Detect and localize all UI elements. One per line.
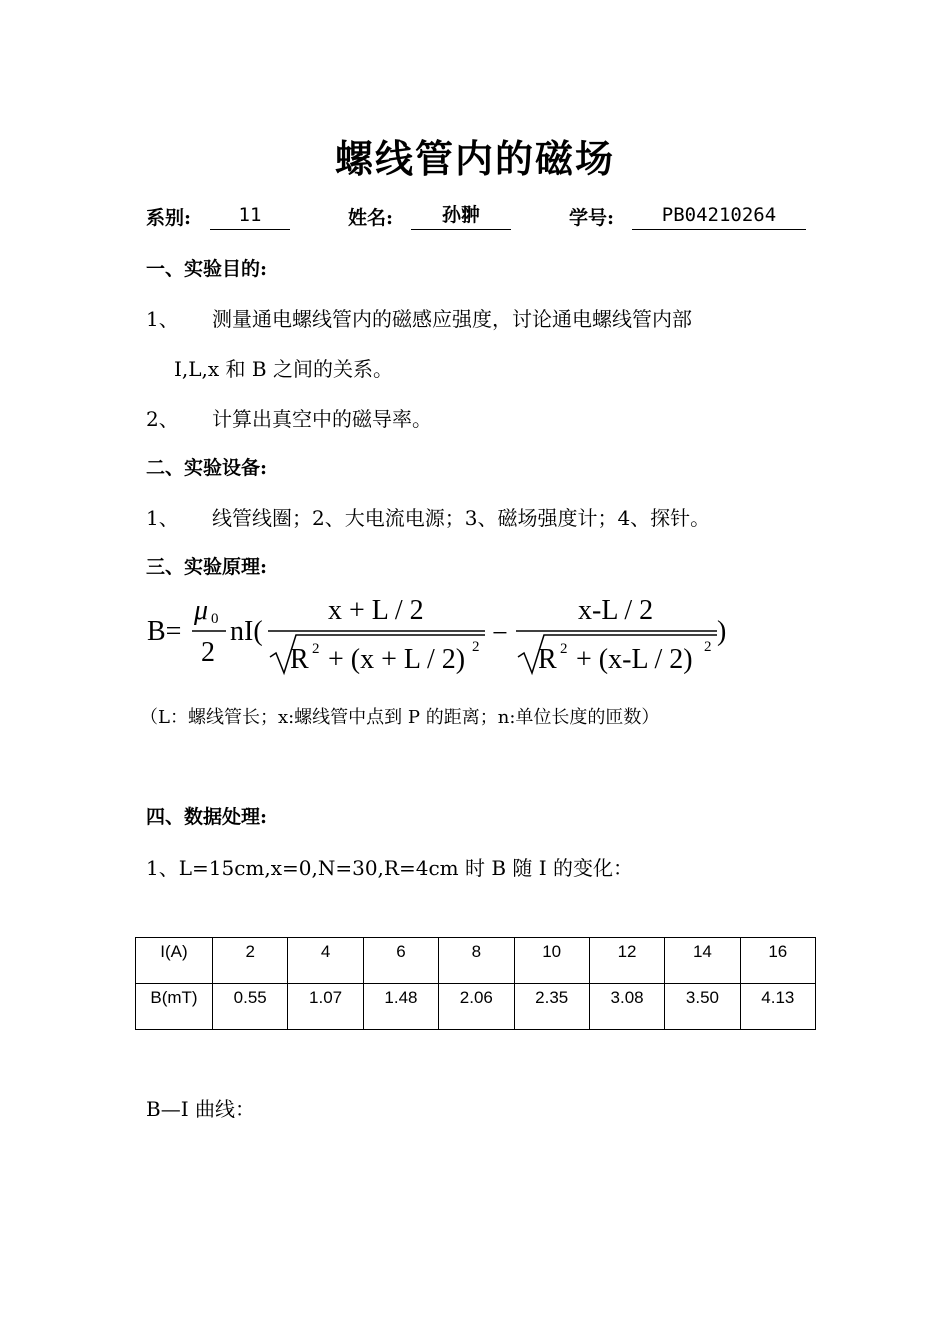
section2-item-num: 1、 <box>146 506 179 530</box>
table-cell: 6 <box>363 938 438 984</box>
formula-lhs: B= <box>147 616 182 647</box>
formula-den1-r: R <box>290 644 309 675</box>
section3-heading: 三、实验原理: <box>146 556 268 578</box>
section4-sub1: 1、L=15cm,x=0,N=30,R=4cm 时 B 随 I 的变化： <box>146 856 634 880</box>
table-cell: 1.48 <box>363 984 438 1030</box>
table-row <box>136 984 816 1030</box>
formula-den2-mid: + (x-L / 2) <box>576 644 693 675</box>
formula <box>140 585 740 685</box>
formula-num1: x + L / 2 <box>328 595 424 626</box>
formula-note: （L：螺线管长；x:螺线管中点到 P 的距离；n:单位长度的匝数） <box>140 707 660 728</box>
id-label: 学号: <box>569 207 615 229</box>
table-cell: 3.50 <box>665 984 740 1030</box>
formula-two: 2 <box>201 637 215 668</box>
formula-mu-sub: 0 <box>211 611 219 627</box>
table-row <box>136 938 816 984</box>
table-cell: 16 <box>740 938 815 984</box>
row-label-field: B(mT) <box>136 984 213 1030</box>
formula-close: ) <box>717 616 727 647</box>
formula-den2-r: R <box>538 644 557 675</box>
section2-heading: 二、实验设备: <box>146 457 268 479</box>
data-table <box>135 937 816 1030</box>
row-label-current: I(A) <box>136 938 213 984</box>
table-cell: 1.07 <box>288 984 363 1030</box>
section1-item1-text: 测量通电螺线管内的磁感应强度，讨论通电螺线管内部 <box>212 307 692 331</box>
dept-label: 系别: <box>146 207 192 229</box>
section4-heading: 四、数据处理: <box>146 806 268 828</box>
formula-den2-sq2: 2 <box>704 639 712 655</box>
section1-item1-num: 1、 <box>146 307 179 331</box>
dept-value: 11 <box>210 203 290 230</box>
table-cell: 4 <box>288 938 363 984</box>
formula-mu: μ <box>194 595 209 626</box>
formula-den1-sq: 2 <box>312 641 320 657</box>
table-cell: 2.35 <box>514 984 589 1030</box>
table-cell: 14 <box>665 938 740 984</box>
formula-den1-mid: + (x + L / 2) <box>328 644 466 675</box>
table-cell: 0.55 <box>213 984 288 1030</box>
formula-den2-sq: 2 <box>560 641 568 657</box>
table-cell: 4.13 <box>740 984 815 1030</box>
section1-item1-cont: I,L,x 和 B 之间的关系。 <box>174 357 393 381</box>
section1-heading: 一、实验目的: <box>146 258 268 280</box>
formula-num2: x-L / 2 <box>578 595 654 626</box>
table-cell: 2.06 <box>439 984 514 1030</box>
table-cell: 8 <box>439 938 514 984</box>
section1-item2-text: 计算出真空中的磁导率。 <box>212 407 432 431</box>
formula-den1-sq2: 2 <box>472 639 480 655</box>
table-cell: 3.08 <box>589 984 664 1030</box>
name-label: 姓名: <box>348 207 394 229</box>
table-cell: 10 <box>514 938 589 984</box>
table-cell: 2 <box>213 938 288 984</box>
name-value: 孙翀 <box>411 203 511 230</box>
section2-item-text: 线管线圈；2、大电流电源；3、磁场强度计；4、探针。 <box>212 506 711 530</box>
formula-minus: − <box>492 618 508 649</box>
curve-label: B—I 曲线： <box>146 1097 255 1121</box>
id-value: PB04210264 <box>632 203 806 230</box>
section1-item2-num: 2、 <box>146 407 179 431</box>
formula-ni: nI( <box>230 616 263 647</box>
page-title: 螺线管内的磁场 <box>334 136 615 181</box>
table-cell: 12 <box>589 938 664 984</box>
